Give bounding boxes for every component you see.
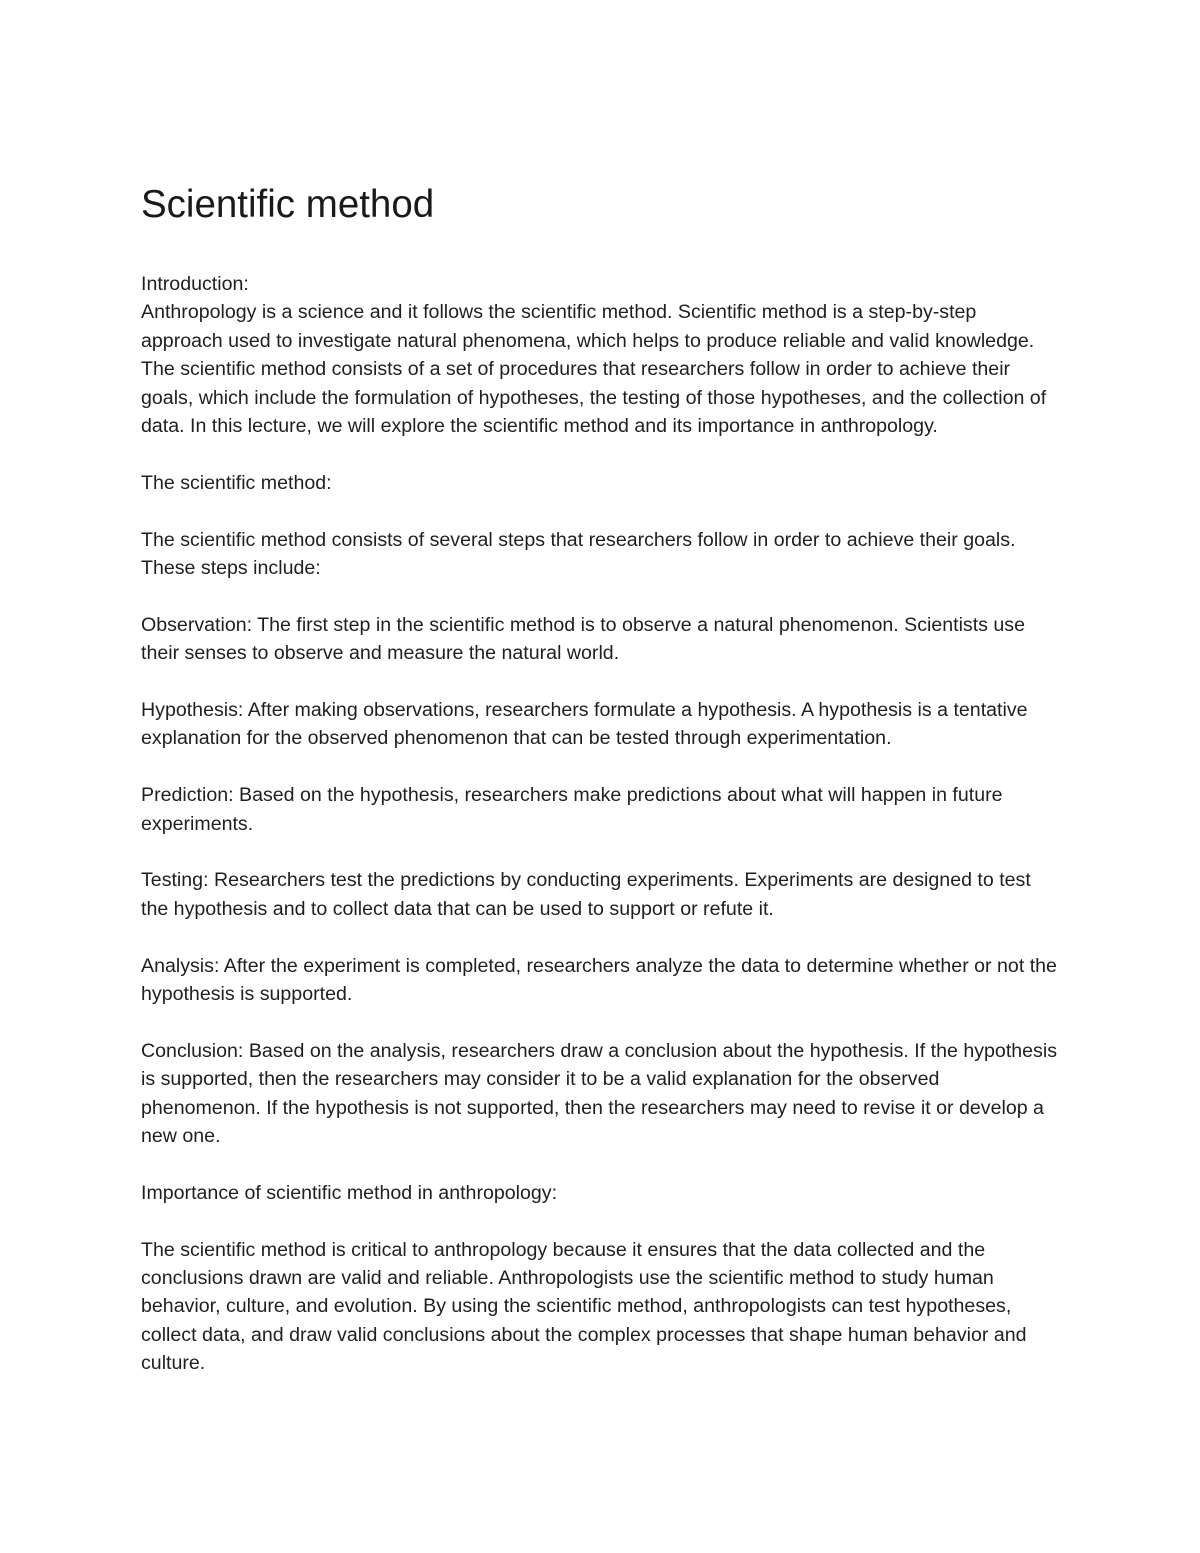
intro-paragraph: Anthropology is a science and it follows the scientific method. Scientific method is a step-by-step approach used to investigate natural phenomena, which helps to produce reliable and valid knowledge. The scientific method consists of a set of procedures that researchers follow in order to achieve their goals, which include the formulation of hypotheses, the testing of those hypotheses, and the collection of data. In this lecture, we will explore the scientific method and its importance in anthropology. [141,301,1047,438]
step-hypothesis: Hypothesis: After making observations, researchers formulate a hypothesis. A hypothesis is a tentative explanation for the observed phenomenon that can be tested through experimentation. [141,699,1028,750]
spacer [141,1150,1063,1178]
method-heading: The scientific method: [141,471,332,494]
spacer [141,838,1063,866]
document-body [141,178,1063,1378]
page-title: Scientific method [141,183,435,226]
spacer [141,582,1063,610]
spacer [141,1207,1063,1235]
method-intro-paragraph: The scientific method consists of several steps that researchers follow in order to achieve their goals. These steps include: [141,528,1016,580]
spacer [141,668,1063,696]
spacer [141,1008,1063,1036]
importance-heading: Importance of scientific method in anthropology: [141,1181,558,1204]
spacer [141,497,1063,525]
spacer [141,440,1063,468]
step-testing: Testing: Researchers test the predictions by conducting experiments. Experiments are designed to test the hypothesis and to collect data that can be used to support or refute it. [141,869,1031,920]
step-analysis: Analysis: After the experiment is completed, researchers analyze the data to determine whether or not the hypothesis is supported. [141,954,1057,1006]
intro-heading: Introduction: [141,273,249,295]
step-observation: Observation: The first step in the scientific method is to observe a natural phenomenon. Scientists use their senses to observe and measure the natural world. [141,613,1026,665]
importance-paragraph: The scientific method is critical to anthropology because it ensures that the data collected and the conclusions drawn are valid and reliable. Anthropologists use the scientific method to study human behavior, culture, and evolution. By using the scientific method, anthropologists can test hypotheses, collect data, and draw valid conclusions about the complex processes that shape human behavior and culture. [141,1238,1027,1375]
step-conclusion: Conclusion: Based on the analysis, researchers draw a conclusion about the hypothesis. If the hypothesis is supported, then the researchers may consider it to be a valid explanation for the observed phenomenon. If the hypothesis is not supported, then the researchers may need to revise it or develop a new one. [141,1039,1057,1148]
spacer [141,923,1063,951]
spacer [141,753,1063,781]
step-prediction: Prediction: Based on the hypothesis, researchers make predictions about what will happen in future experiments. [141,784,1003,835]
